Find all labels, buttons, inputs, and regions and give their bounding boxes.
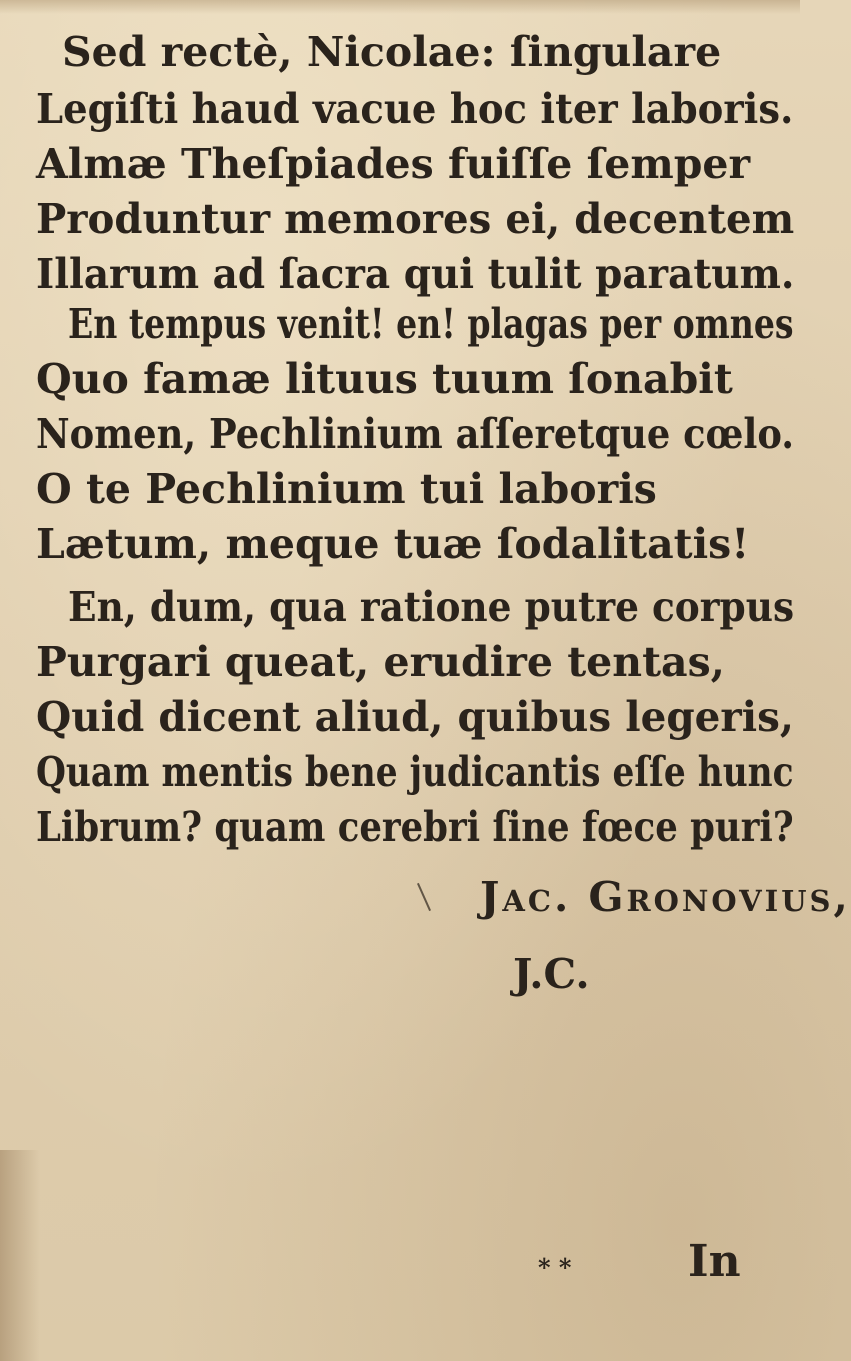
poem-line: Legiſti haud vacue hoc iter laboris. [36, 85, 794, 133]
poem-line: En, dum, qua ratione putre corpus [68, 583, 795, 631]
poem-line: Nomen, Pechlinium aſſeretque cœlo. [36, 410, 795, 458]
author-signature: Jac. Gronovius, [480, 873, 851, 921]
poem-line: Librum? quam cerebri ſine fœce puri? [36, 803, 794, 851]
author-title: J.C. [513, 950, 590, 998]
poem-line: Produntur memores ei, decentem [36, 195, 795, 243]
poem-line: Quid dicent aliud, quibus legeris, [36, 693, 794, 741]
poem-line: En tempus venit! en! plagas per omnes [68, 300, 794, 348]
catchword: In [688, 1236, 741, 1287]
poem-line: Quam mentis bene judicantis eſſe hunc [36, 748, 794, 796]
poem-line: O te Pechlinium tui laboris [36, 465, 657, 513]
poem-line: Illarum ad ſacra qui tulit paratum. [36, 250, 795, 298]
ink-mark [417, 883, 431, 911]
poem-line: Purgari queat, erudire tentas, [36, 638, 725, 686]
poem-line: Lætum, meque tuæ ſodalitatis! [36, 520, 750, 568]
signature-mark: * * [538, 1253, 572, 1282]
poem-line: Quo famæ lituus tuum ſonabit [36, 355, 733, 403]
poem-line: Almæ Theſpiades fuiſſe ſemper [36, 140, 751, 188]
poem-line: Sed rectè, Nicolae: ſingulare [62, 28, 722, 76]
